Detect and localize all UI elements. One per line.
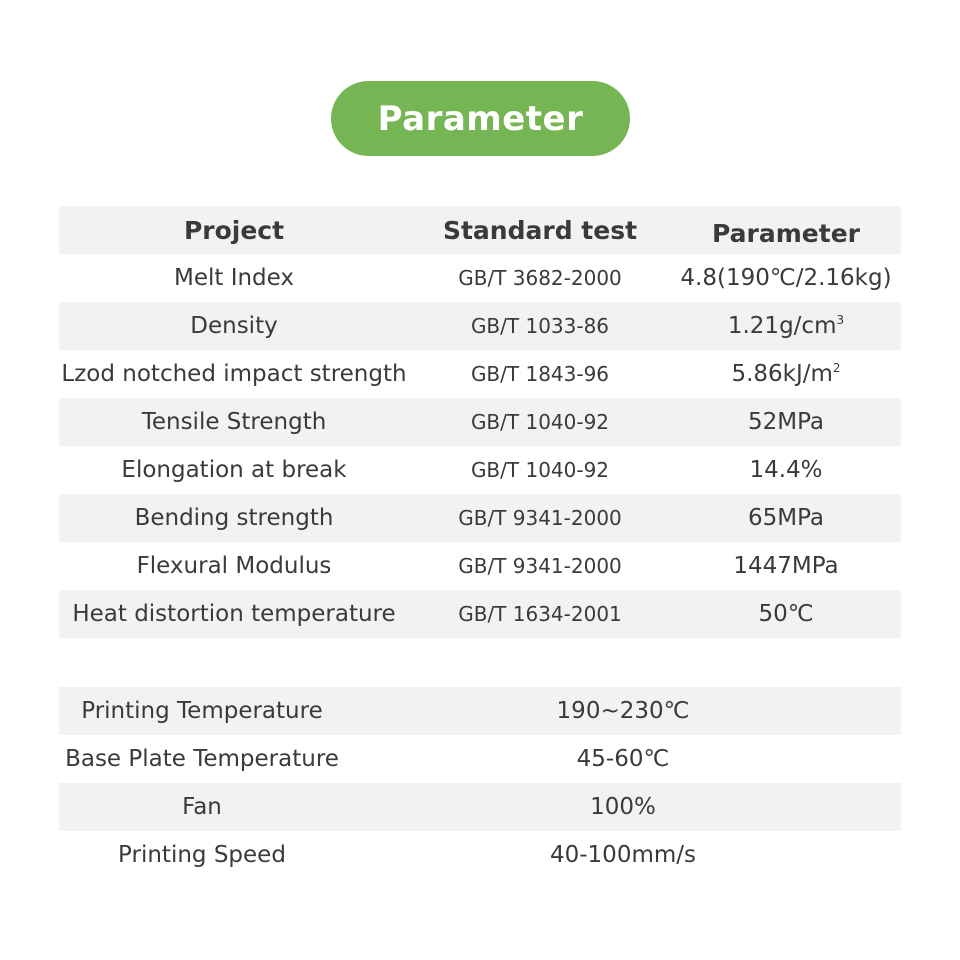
- project-cell: Melt Index: [173, 265, 295, 291]
- parameter-title-badge: [331, 81, 630, 156]
- setting-label: Base Plate Temperature: [65, 746, 339, 772]
- printing-row: [59, 687, 901, 735]
- standard-cell: GB/T 3682-2000: [458, 266, 622, 290]
- header-project: Project: [183, 215, 285, 245]
- project-cell: Heat distortion temperature: [72, 601, 396, 627]
- setting-value: 190~230℃: [556, 698, 690, 724]
- project-cell: Density: [190, 313, 278, 339]
- setting-value: 45-60℃: [576, 746, 670, 772]
- value-cell: 4.8(190℃/2.16kg): [680, 265, 892, 291]
- project-cell: Bending strength: [134, 505, 334, 531]
- printing-row: [59, 831, 901, 879]
- setting-label: Fan: [182, 794, 222, 820]
- value-cell: $1.21g/cm^3$: [727, 313, 845, 339]
- value-cell: 65MPa: [747, 505, 825, 531]
- standard-cell: GB/T 1040-92: [470, 458, 610, 482]
- standard-cell: GB/T 9341-2000: [458, 506, 622, 530]
- value-cell: 50℃: [758, 601, 814, 627]
- value-cell: $5.86kJ/m^2$: [731, 361, 841, 387]
- header-standard-test: Standard test: [442, 215, 638, 245]
- page-title: Parameter: [377, 98, 584, 139]
- standard-cell: GB/T 1634-2001: [458, 602, 622, 626]
- printing-settings-table: [59, 687, 901, 879]
- standard-cell: GB/T 1033-86: [470, 314, 610, 338]
- project-cell: Flexural Modulus: [136, 553, 332, 579]
- table-row: [59, 398, 901, 446]
- standard-cell: GB/T 1843-96: [470, 362, 610, 386]
- standard-cell: GB/T 9341-2000: [458, 554, 622, 578]
- printing-row: [59, 735, 901, 783]
- table-row: [59, 446, 901, 494]
- value-cell: 14.4%: [749, 457, 823, 483]
- setting-value: 100%: [590, 794, 656, 820]
- setting-label: Printing Speed: [118, 842, 286, 868]
- setting-value: 40-100mm/s: [549, 842, 696, 868]
- table-row: [59, 302, 901, 350]
- table-row: [59, 350, 901, 398]
- table-row: [59, 542, 901, 590]
- table-row: [59, 254, 901, 302]
- properties-table: [59, 206, 901, 638]
- project-cell: Tensile Strength: [141, 409, 327, 435]
- project-cell: Lzod notched impact strength: [61, 361, 407, 387]
- project-cell: Elongation at break: [121, 457, 347, 483]
- table-row: [59, 494, 901, 542]
- printing-row: [59, 783, 901, 831]
- table-row: [59, 590, 901, 638]
- standard-cell: GB/T 1040-92: [470, 410, 610, 434]
- table-header-row: [59, 206, 901, 254]
- setting-label: Printing Temperature: [81, 698, 323, 724]
- value-cell: 1447MPa: [733, 553, 839, 579]
- header-parameter: Parameter: [712, 218, 860, 248]
- value-cell: 52MPa: [747, 409, 825, 435]
